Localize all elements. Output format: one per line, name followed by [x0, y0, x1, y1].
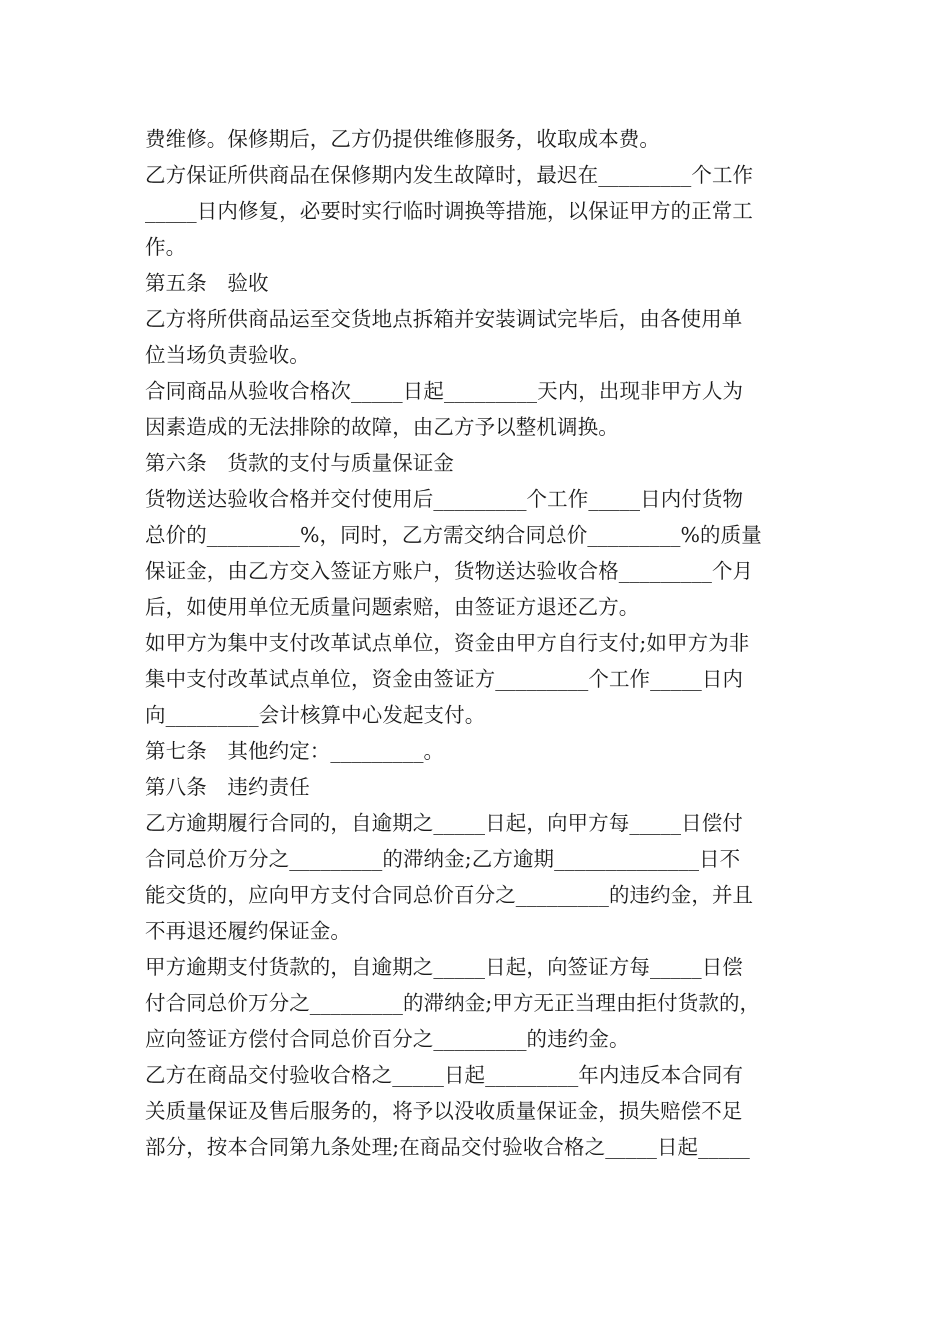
text-line: 付合同总价万分之_________的滞纳金;甲方无正当理由拒付货款的，: [145, 991, 761, 1015]
section-heading-7: 第七条 其他约定：_________。: [145, 739, 445, 763]
text-line: 乙方保证所供商品在保修期内发生故障时，最迟在_________个工作: [145, 163, 754, 187]
document-body: [145, 121, 815, 1165]
section-heading-6: 第六条 货款的支付与质量保证金: [145, 451, 454, 475]
text-line: 如甲方为集中支付改革试点单位，资金由甲方自行支付;如甲方为非: [145, 631, 750, 655]
text-line: 乙方在商品交付验收合格之_____日起_________年内违反本合同有: [145, 1063, 744, 1087]
text-line: 集中支付改革试点单位，资金由签证方_________个工作_____日内: [145, 667, 744, 691]
text-line: 关质量保证及售后服务的，将予以没收质量保证金，损失赔偿不足: [145, 1099, 743, 1123]
text-line: 保证金，由乙方交入签证方账户，货物送达验收合格_________个月: [145, 559, 754, 583]
text-line: 乙方逾期履行合同的，自逾期之_____日起，向甲方每_____日偿付: [145, 811, 743, 835]
text-line: 能交货的，应向甲方支付合同总价百分之_________的违约金，并且: [145, 883, 754, 907]
text-line: 因素造成的无法排除的故障，由乙方予以整机调换。: [145, 415, 619, 439]
text-line: 甲方逾期支付货款的，自逾期之_____日起，向签证方每_____日偿: [145, 955, 743, 979]
text-line: 不再退还履约保证金。: [145, 919, 351, 943]
text-line: 费维修。保修期后，乙方仍提供维修服务，收取成本费。: [145, 127, 660, 151]
text-line: _____日内修复，必要时实行临时调换等措施，以保证甲方的正常工: [145, 199, 753, 223]
text-line: 货物送达验收合格并交付使用后_________个工作_____日内付货物: [145, 487, 744, 511]
text-line: 作。: [145, 235, 187, 259]
section-heading-5: 第五条 验收: [145, 271, 269, 295]
text-line: 位当场负责验收。: [145, 343, 310, 367]
section-heading-8: 第八条 违约责任: [145, 775, 310, 799]
text-line: 向_________会计核算中心发起支付。: [145, 703, 486, 727]
text-line: 后，如使用单位无质量问题索赔，由签证方退还乙方。: [145, 595, 640, 619]
text-line: 合同总价万分之_________的滞纳金;乙方逾期______________日不: [145, 847, 741, 871]
text-line: 乙方将所供商品运至交货地点拆箱并安装调试完毕后，由各使用单: [145, 307, 743, 331]
text-line: 部分，按本合同第九条处理;在商品交付验收合格之_____日起_____: [145, 1135, 750, 1159]
text-line: 合同商品从验收合格次_____日起_________天内，出现非甲方人为: [145, 379, 744, 403]
text-line: 应向签证方偿付合同总价百分之_________的违约金。: [145, 1027, 630, 1051]
text-line: 总价的_________%，同时，乙方需交纳合同总价_________%的质量: [145, 523, 762, 547]
